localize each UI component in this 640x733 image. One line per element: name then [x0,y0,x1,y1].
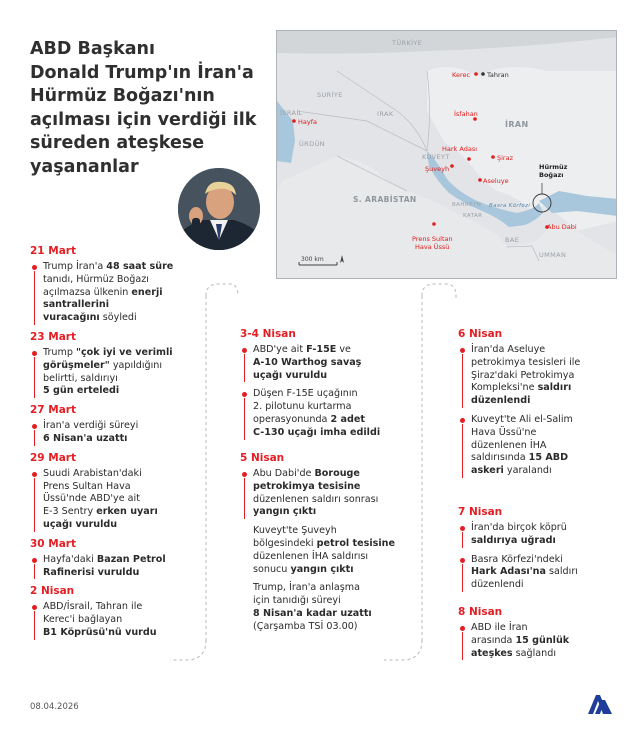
timeline-event: ABD'ye ait F-15E ve A-10 Warthog savaş uçağı vuruldu [240,344,410,382]
label-israil: İSRAİL [280,109,303,117]
timeline-event: Düşen F-15E uçağının 2. pilotunu kurtarma operasyonunda 2 adet C-130 uçağı imha edildi [240,388,410,439]
label-bahreyn: BAHREYN [452,202,482,208]
city-prens-sultan: Prens Sultan Hava Üssü [412,235,453,251]
publish-date: 08.04.2026 [30,702,79,712]
svg-text:300 km: 300 km [301,256,324,263]
label-basra: Basra Körfezi [489,203,531,209]
label-iran: İRAN [505,120,529,129]
city-hark-adasi: Hark Adası [442,145,478,153]
label-kuveyt: KUVEYT [422,153,450,161]
city-isfahan: İsfahan [454,110,478,118]
page-title-line: Hürmüz Boğazı'nın [30,86,215,106]
timeline-column-1 [30,245,205,640]
city-suveyh: Şuveyh [425,165,450,173]
label-s-arabistan: S. ARABİSTAN [353,195,417,204]
label-umman: UMMAN [539,251,567,259]
timeline-event: Suudi Arabistan'daki Prens Sultan Hava Üssü'nde ABD'ye ait E-3 Sentry erken uyarı uçağı vuruldu [30,468,205,532]
city-tahran: Tahran [487,71,509,79]
timeline-event: ABD ile İran arasında 15 günlük ateşkes sağlandı [458,622,618,660]
timeline-date: 2 Nisan [30,585,75,598]
city-kerec: Kerec [452,71,471,79]
timeline-event: ABD/İsrail, Tahran ile Kerec'i bağlayan B1 Köprüsü'nü vurdu [30,601,205,639]
timeline-date: 23 Mart [30,330,76,343]
label-katar: KATAR [463,213,483,219]
timeline-date: 8 Nisan [458,606,503,618]
timeline-event: Trump "çok iyi ve verimli görüşmeler" yapıldığını belirtti, saldırıyı 5 gün erteledi [30,347,205,398]
timeline-event: Trump, İran'a anlaşma için tanıdığı süreyi 8 Nisan'a kadar uzattı (Çarşamba TSİ 03.00) [253,582,372,632]
label-hurmuz: Hürmüz Boğazı [539,163,568,179]
city-aseluye: Aseluye [483,177,509,185]
city-hayfa: Hayfa [298,118,317,126]
timeline-date: 27 Mart [30,404,76,417]
timeline-column-3-bottom [458,606,618,660]
page-title-line: Donald Trump'ın İran'a [30,62,254,83]
city-siraz: Şiraz [497,154,513,162]
timeline-date: 21 Mart [30,245,76,257]
aa-logo-icon [586,692,614,716]
timeline-column-3-top [458,328,618,478]
timeline-date: 30 Mart [30,537,76,550]
timeline-event: Hayfa'daki Bazan Petrol Rafinerisi vuruldu [30,554,205,580]
timeline-date: 7 Nisan [458,506,503,518]
page-title-line: ABD Başkanı [30,39,155,59]
timeline-event: İran'da Aseluye petrokimya tesisleri ile Şiraz'daki Petrokimya Kompleksi'ne saldırı düzenlendi [458,344,618,408]
label-irak: IRAK [377,110,394,118]
timeline-event: Kuveyt'te Şuveyh bölgesindeki petrol tesisine düzenlenen İHA saldırısı sonucu yangın çıktı [253,525,395,575]
timeline-event: Trump İran'a 48 saat süre tanıdı, Hürmüz Boğazı açılmazsa ülkenin enerji santrallerini vuracağını söyledi [30,261,205,325]
timeline-date: 3-4 Nisan [240,328,296,340]
timeline-date: 6 Nisan [458,328,503,340]
timeline-column-2-top [240,328,410,440]
timeline-event: İran'a verdiği süreyi 6 Nisan'a uzattı [30,420,205,446]
timeline-event: Basra Körfezi'ndeki Hark Adası'na saldırı düzenlendi [458,554,618,592]
label-urdun: ÜRDÜN [299,140,325,148]
timeline-event: İran'da birçok köprü saldırıya uğradı [458,522,618,548]
timeline-column-3-mid [458,506,618,592]
timeline-event: Kuveyt'te Ali el-Salim Hava Üssü'ne düzenlenen İHA saldırısında 15 ABD askeri yaralandı [458,414,618,478]
page-title-line: açılması için verdiği ilk [30,109,257,130]
label-bae: BAE [505,236,520,244]
timeline-date: 29 Mart [30,451,76,464]
timeline-event: Abu Dabi'de Borouge petrokimya tesisine düzenlenen saldırı sonrası yangın çıktı [240,468,410,519]
label-turkiye: TÜRKİYE [392,39,423,47]
timeline-column-2-bottom [240,452,410,634]
label-suriye: SURİYE [317,91,343,99]
page-title-line: süreden ateşkese [30,133,205,153]
page-title-line: yaşananlar [30,156,139,177]
city-abu-dabi: Abu Dabi [547,223,577,231]
timeline-date: 5 Nisan [240,452,285,464]
